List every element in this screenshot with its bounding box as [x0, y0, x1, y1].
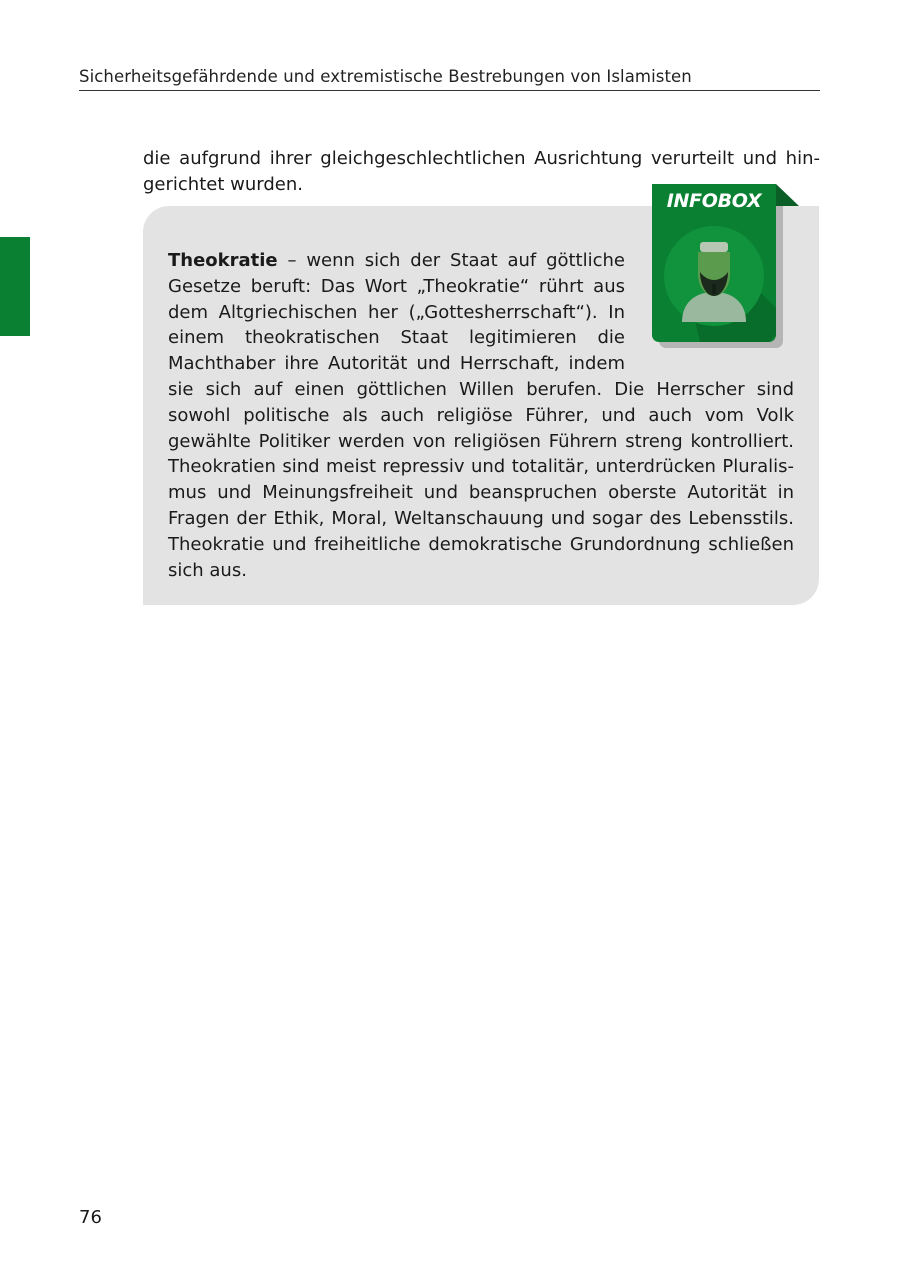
infobox-text: [168, 248, 794, 583]
page-number: 76: [79, 1207, 102, 1228]
intro-line-1: die aufgrund ihrer gleichgeschlechtlichen Ausrichtung verurteilt und hin-: [143, 148, 820, 169]
infobox-line: sowohl politische als auch religiöse Führer, und auch vom Volk: [168, 404, 794, 426]
chapter-side-tab: [0, 237, 30, 336]
infobox-line: Theokratie und freiheitliche demokratische Grundordnung schließen: [168, 533, 794, 555]
infobox-line: sich aus.: [168, 559, 247, 581]
intro-line-2: gerichtet wurden.: [143, 174, 303, 195]
infobox-line: Fragen der Ethik, Moral, Weltanschauung und sogar des Lebensstils.: [168, 507, 794, 529]
header-rule: [79, 90, 820, 91]
infobox-line: mus und Meinungsfreiheit und beanspruchen oberste Autorität in: [168, 482, 794, 504]
infobox-line: Theokratie – wenn sich der Staat auf göttliche: [168, 250, 625, 271]
infobox-line: gewählte Politiker werden von religiösen Führern streng kontrolliert.: [168, 430, 794, 452]
badge-fold: [776, 184, 799, 206]
infobox-line: dem Altgriechischen her („Gottesherrschaft“). In: [168, 301, 625, 323]
infobox-line: Machthaber ihre Autorität und Herrschaft, indem: [168, 353, 625, 375]
infobox-line: Theokratien sind meist repressiv und totalitär, unterdrücken Pluralis-: [168, 456, 794, 478]
infobox-line: Gesetze beruft: Das Wort „Theokratie“ rührt aus: [168, 275, 625, 297]
infobox-term: Theokratie: [168, 250, 278, 271]
infobox-label: INFOBOX: [666, 190, 762, 212]
running-header: Sicherheitsgefährdende und extremistische Bestrebungen von Islamisten: [79, 67, 692, 86]
infobox-line: sie sich auf einen göttlichen Willen berufen. Die Herrscher sind: [168, 378, 794, 400]
infobox-line: einem theokratischen Staat legitimieren die: [168, 327, 625, 349]
